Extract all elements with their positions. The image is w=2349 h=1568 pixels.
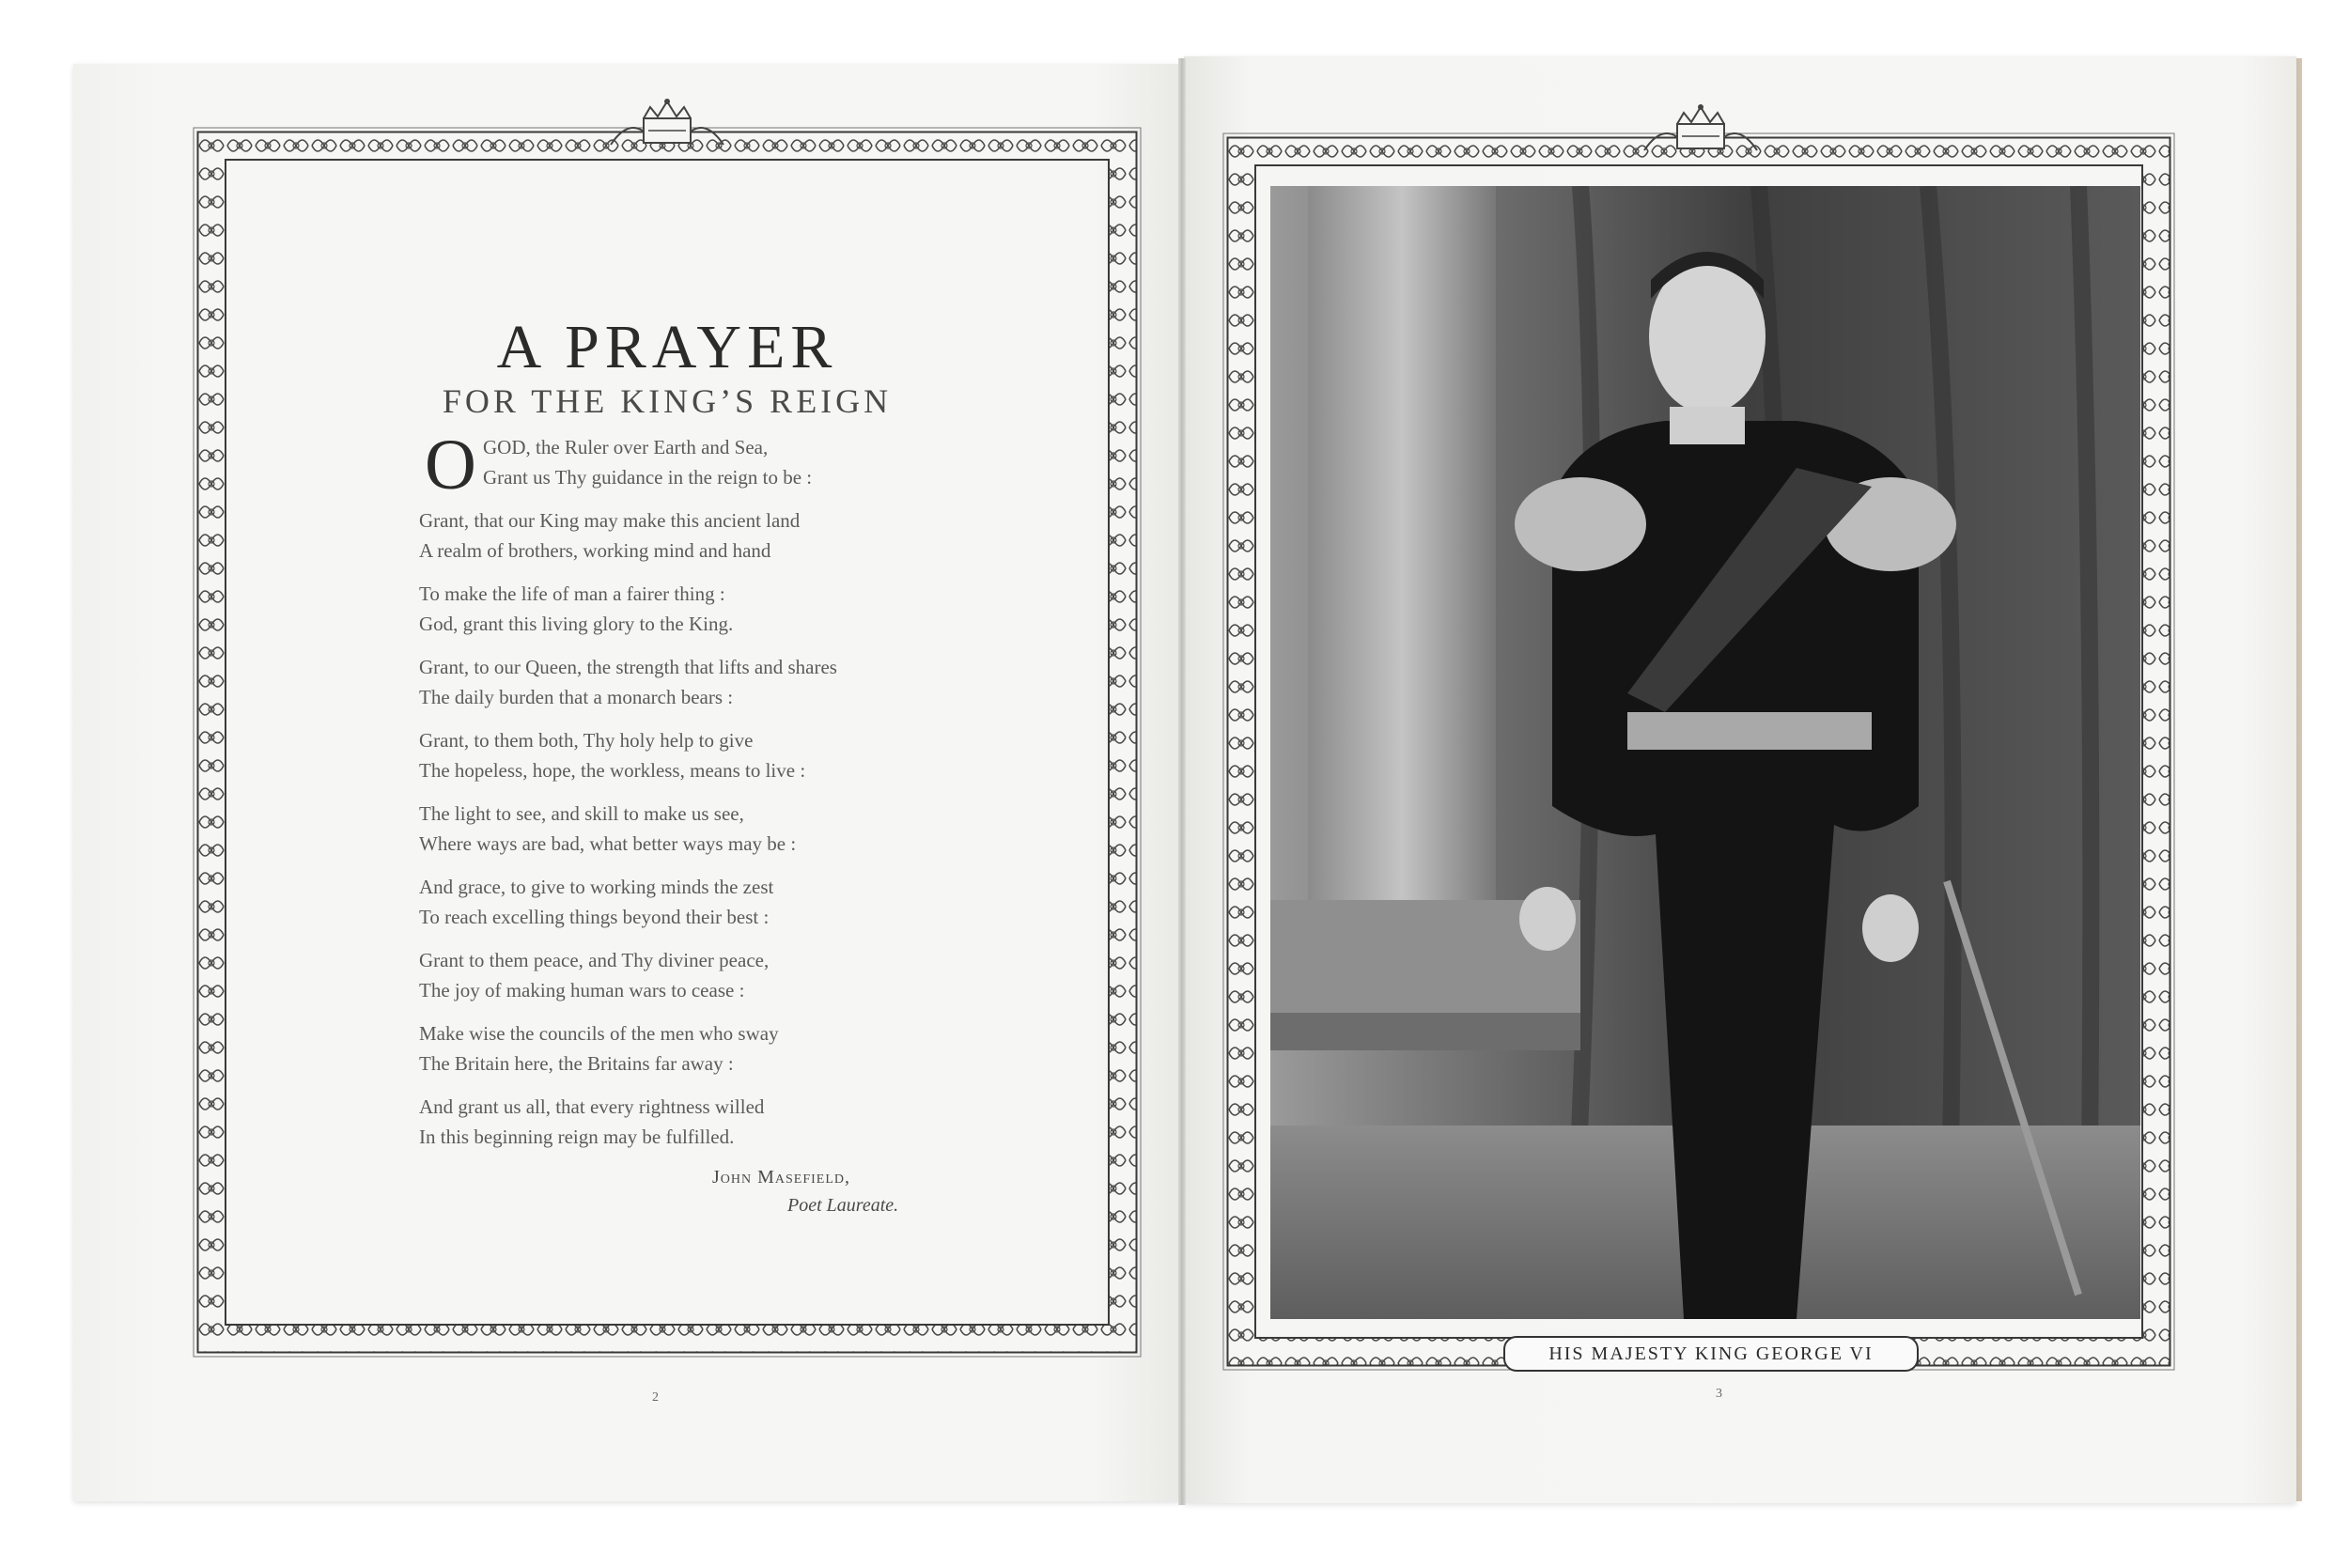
poem-line: God, grant this living glory to the King. xyxy=(419,613,734,635)
portrait-photo xyxy=(1270,186,2140,1319)
crown-ornament-icon xyxy=(601,98,733,154)
drop-cap: O xyxy=(425,426,476,505)
book-spine xyxy=(1178,58,1186,1505)
poem-stanza xyxy=(419,799,945,859)
poem-line: A realm of brothers, working mind and hand xyxy=(419,539,771,562)
crown-ornament-icon xyxy=(1635,103,1766,160)
prayer-poem xyxy=(419,426,945,1165)
poem-line: The hopeless, hope, the workless, means to live : xyxy=(419,759,806,782)
poem-stanza xyxy=(419,1092,945,1152)
page-subtitle: FOR THE KING’S REIGN xyxy=(442,381,893,420)
page-edge xyxy=(2296,58,2302,1501)
page-number-left: 2 xyxy=(652,1390,659,1405)
poem-stanza xyxy=(419,945,945,1005)
poem-stanza xyxy=(419,579,945,639)
author-name: John Masefield, xyxy=(712,1167,851,1188)
poem-line: To reach excelling things beyond their best : xyxy=(419,906,770,928)
poem-stanza xyxy=(419,1018,945,1079)
poem-stanza xyxy=(419,505,945,566)
poem-stanza-1 xyxy=(419,426,945,505)
poem-line: Where ways are bad, what better ways may be : xyxy=(419,832,797,855)
poem-line: Grant us Thy guidance in the reign to be : xyxy=(483,466,813,489)
poem-line: The Britain here, the Britains far away : xyxy=(419,1052,734,1075)
poem-line: GOD, the Ruler over Earth and Sea, xyxy=(483,436,769,458)
poem-line: Grant, to our Queen, the strength that lifts and shares xyxy=(419,656,837,678)
page-number-right: 3 xyxy=(1716,1387,1722,1401)
poem-stanza xyxy=(419,872,945,932)
poem-line: The light to see, and skill to make us see, xyxy=(419,802,744,825)
author-title: Poet Laureate. xyxy=(787,1195,899,1216)
page-title: A PRAYER xyxy=(496,313,838,382)
poem-line: And grace, to give to working minds the zest xyxy=(419,876,774,898)
poem-line: Grant, that our King may make this ancient land xyxy=(419,509,801,532)
poem-line: Make wise the councils of the men who sway xyxy=(419,1022,779,1045)
poem-stanza xyxy=(419,725,945,785)
poem-line: The joy of making human wars to cease : xyxy=(419,979,745,1001)
poem-line: In this beginning reign may be fulfilled. xyxy=(419,1126,735,1148)
poem-line: The daily burden that a monarch bears : xyxy=(419,686,734,708)
poem-line: And grant us all, that every rightness willed xyxy=(419,1095,765,1118)
poem-line: To make the life of man a fairer thing : xyxy=(419,582,725,605)
portrait-caption: HIS MAJESTY KING GEORGE VI xyxy=(1503,1336,1919,1372)
poem-line: Grant, to them both, Thy holy help to give xyxy=(419,729,754,752)
poem-stanza xyxy=(419,652,945,712)
poem-line: Grant to them peace, and Thy diviner peace, xyxy=(419,949,770,971)
